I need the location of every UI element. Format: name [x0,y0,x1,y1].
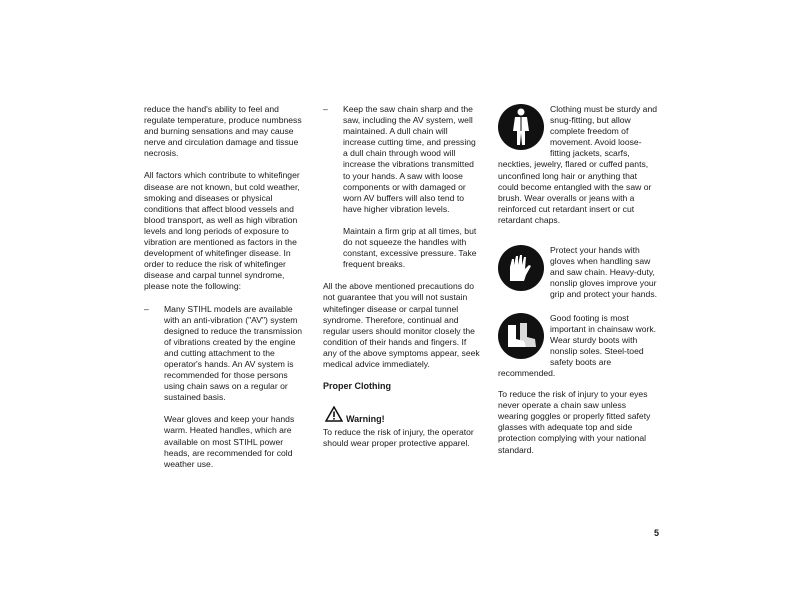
clothing-section [498,104,658,159]
boots-section [498,313,658,380]
paragraph-factors: All factors which contribute to whitefinger disease are not known, but cold weather, smoking and diseases or physical conditions that affect blood vessels and blood transport, as well as high vibration levels and long periods of exposure to vibration are mentioned as factors in the development of whitefinger disease. In order to reduce the risk of whitefinger disease and carpal tunnel syndrome, please note the following: [144,170,300,292]
clothing-icon [498,104,544,150]
clothing-text: Clothing must be sturdy and snug-fitting, but allow complete freedom of movement. Avoid loose-fitting jackets, scarfs, [550,104,658,159]
column-right [498,104,658,467]
column-middle [323,104,481,460]
eye-protection-text: To reduce the risk of injury to your eyes never operate a chain saw unless wearing goggles or properly fitted safety glasses with adequate top and side protection complying with your national standard. [498,389,651,455]
dash-marker: – [144,303,149,314]
gloves-icon [498,245,544,291]
clothing-text-continued: neckties, jewelry, flared or cuffed pants, unconfined long hair or anything that could become entangled with the saw or brush. Wear overalls or jeans with a reinforced cut retardant insert or cut retardant chaps. [498,159,652,225]
warning-header [325,406,481,425]
paragraph-numbness: reduce the hand's ability to feel and regulate temperature, produce numbness and burning sensations and may cause nerve and circulation damage and tissue necrosis. [144,104,302,159]
section-heading: Proper Clothing [323,381,391,392]
page-number: 5 [654,528,660,538]
paragraph-precautions: All the above mentioned precautions do not guarantee that you will not sustain whitefinger disease or carpal tunnel syndrome. Therefore, continual and regular users should monitor closely the condition of their hands and fingers. If any of the above symptoms appear, seek medical advice immediately. [323,281,480,369]
boots-text: Good footing is most important in chainsaw work. Wear sturdy boots with nonslip soles. Steel-toed safety boots are recommended. [498,312,657,378]
dash-marker: – [323,104,328,114]
paragraph-grip: Maintain a firm grip at all times, but do not squeeze the handles with constant, excessive pressure. Take frequent breaks. [343,225,477,270]
list-item-text: Keep the saw chain sharp and the saw, including the AV system, well maintained. A dull chain will increase cutting time, and pressing a dull chain through wood will increase the vibrations transmitted to your hands. A saw with loose components or with damaged or worn AV buffers will also tend to have higher vibration levels. [343,104,476,214]
list-item-av-system [144,304,304,404]
gloves-section [498,245,658,300]
paragraph-gloves-warm: Wear gloves and keep your hands warm. Heated handles, which are available on most STIHL power heads, are recommended for cold weather use. [164,414,295,469]
gloves-text: Protect your hands with gloves when handling saw and saw chain. Heavy-duty, nonslip gloves improve your grip and protect your hands. [550,245,658,300]
list-item-saw-chain [323,104,481,215]
warning-label: Warning! [346,414,385,425]
column-left [144,104,304,481]
warning-text: To reduce the risk of injury, the operator should wear proper protective apparel. [323,427,474,449]
warning-triangle-icon [325,406,343,425]
list-item-text: Many STIHL models are available with an anti-vibration ("AV") system designed to reduce the transmission of vibrations created by the engine and cutting attachment to the operator's hands. An AV system is recommended for those persons using chain saws on a regular or sustained basis. [164,303,303,403]
boots-icon [498,313,544,359]
